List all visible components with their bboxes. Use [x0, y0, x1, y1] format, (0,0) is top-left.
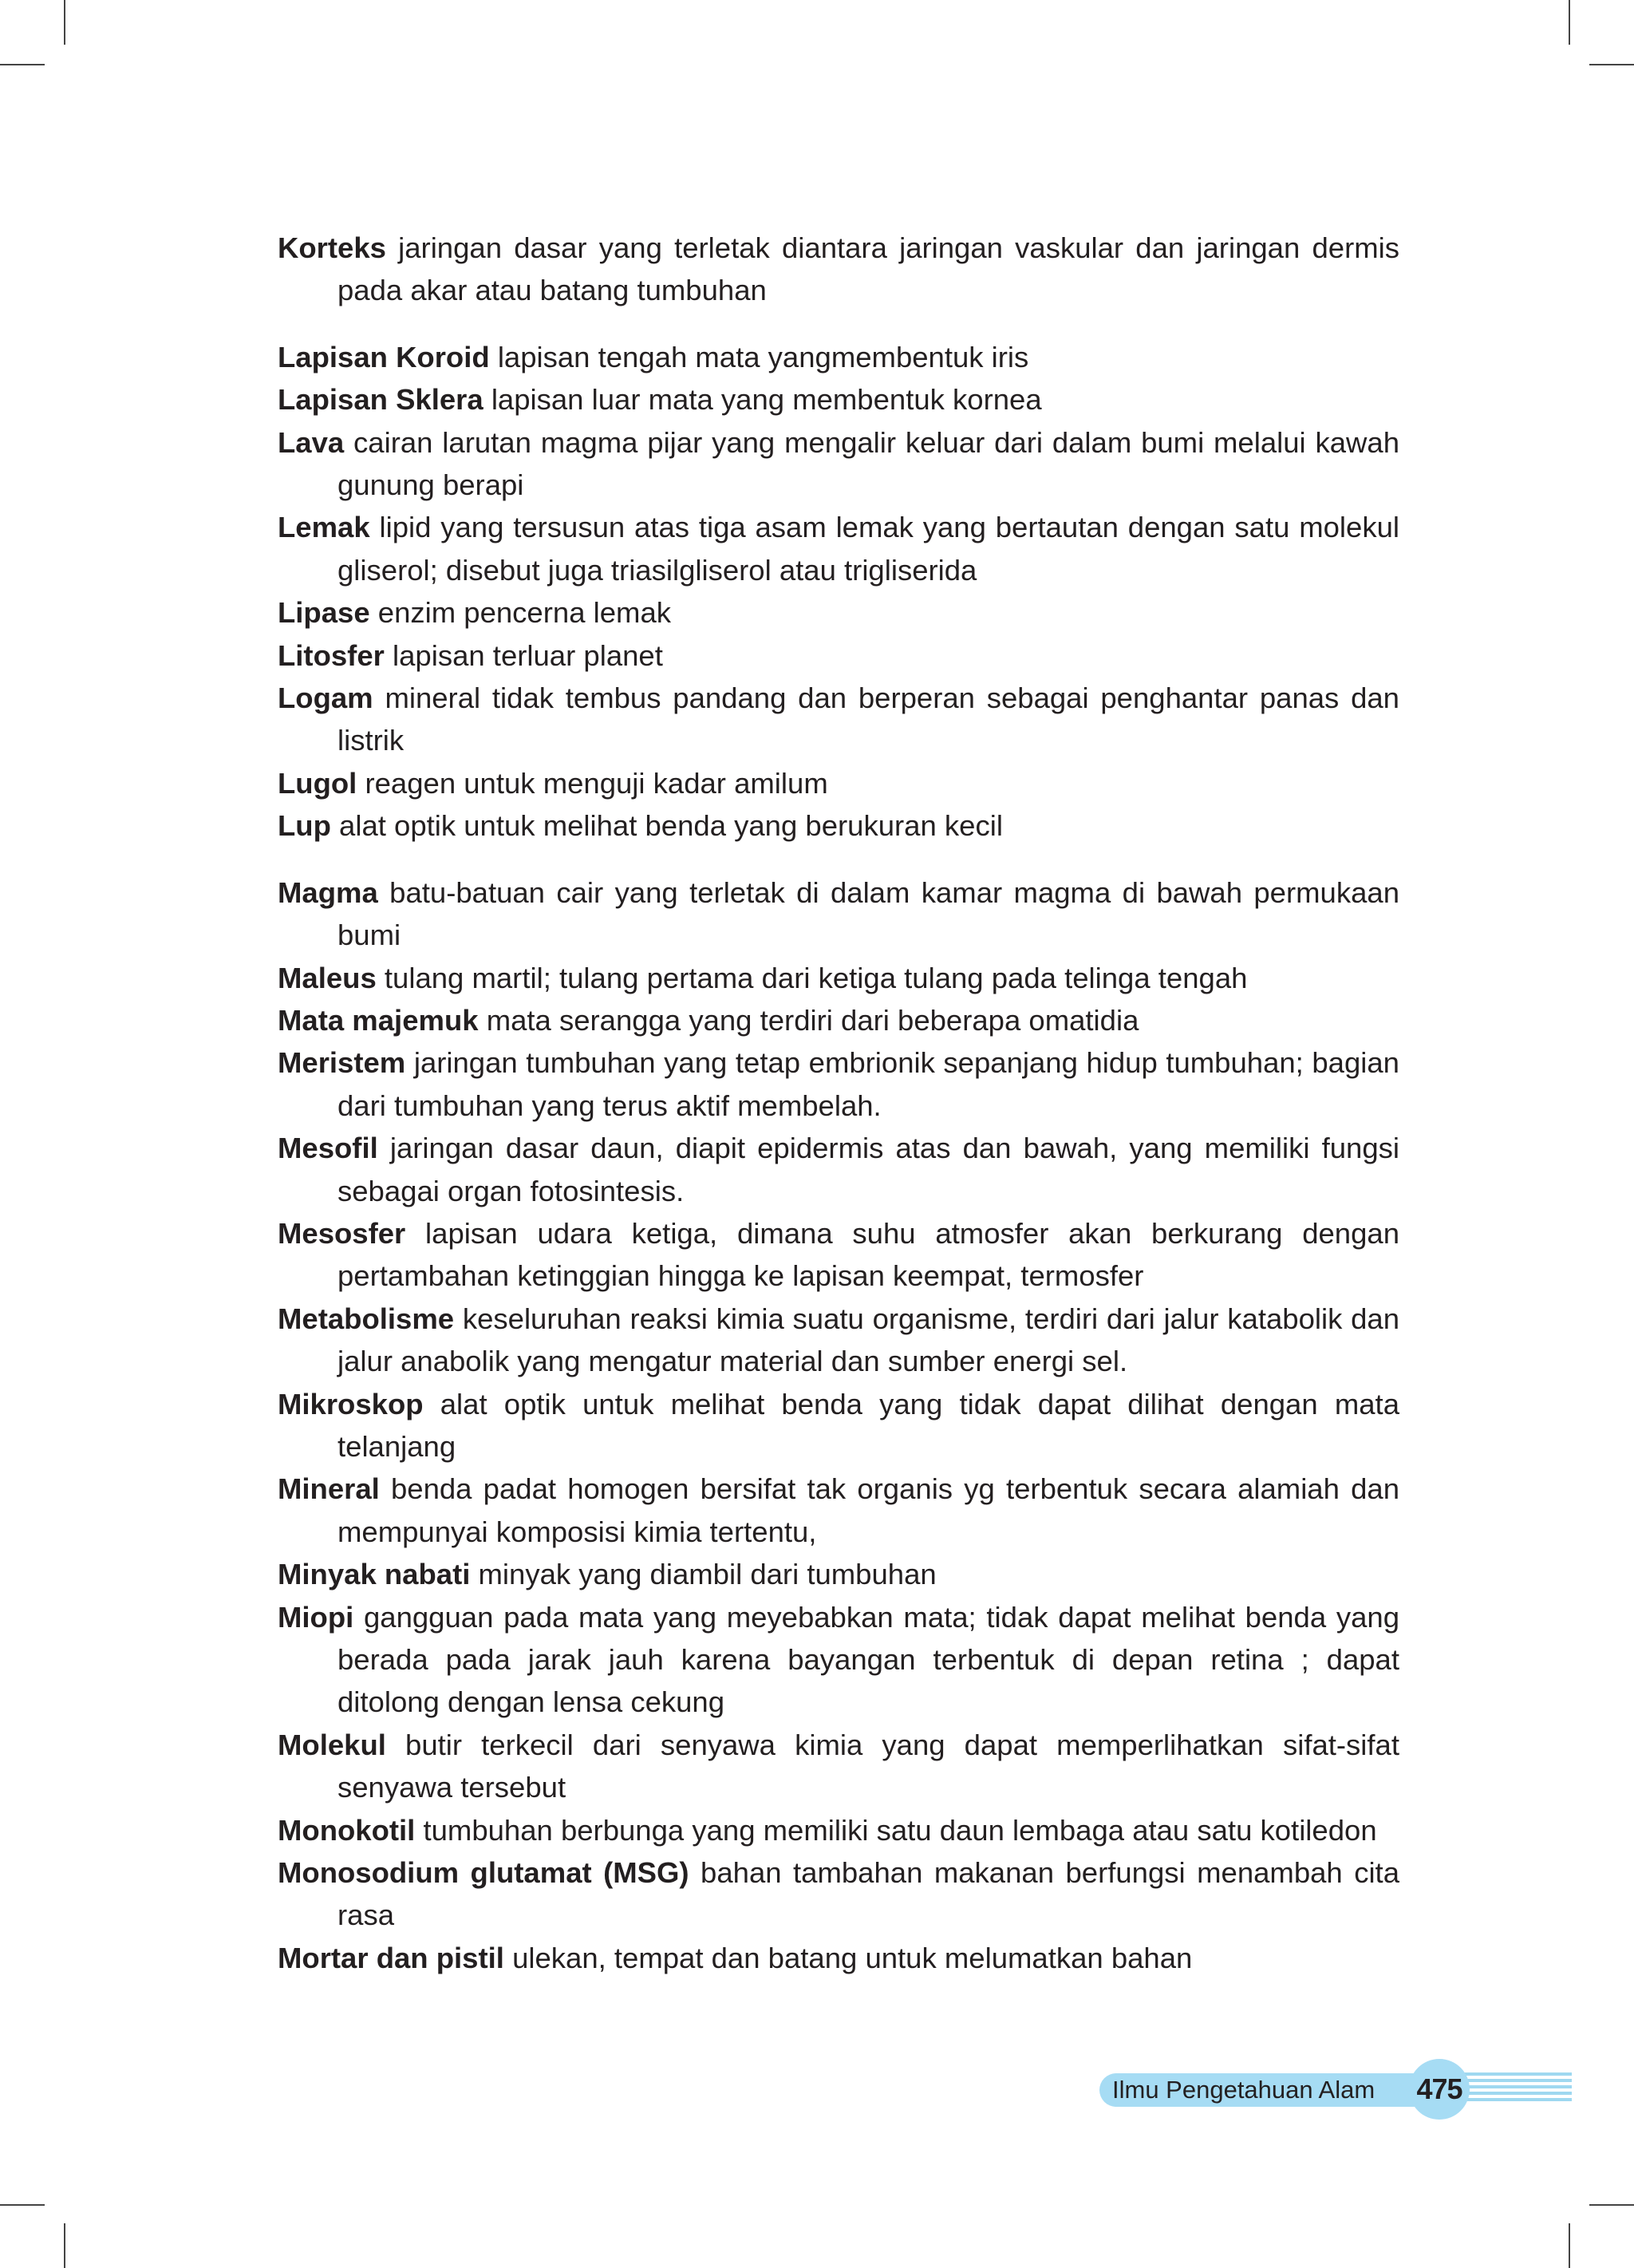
glossary-term: Lemak: [278, 511, 370, 544]
glossary-definition: butir terkecil dari senyawa kimia yang dapat memperlihatkan sifat-sifat senyawa tersebut: [337, 1728, 1399, 1804]
glossary-entry: [278, 999, 1399, 1041]
glossary-definition: alat optik untuk melihat benda yang berukuran kecil: [330, 809, 1003, 843]
glossary-term: Lapisan Sklera: [278, 383, 483, 417]
glossary-term: Minyak nabati: [278, 1558, 471, 1591]
glossary-entry: [278, 1212, 1399, 1298]
crop-mark: [1569, 2223, 1570, 2268]
glossary-entry: [278, 1041, 1399, 1127]
glossary-entry: [278, 1937, 1399, 1979]
glossary-term: Litosfer: [278, 638, 385, 672]
glossary-entry: [278, 1724, 1399, 1809]
glossary-definition: lipid yang tersusun atas tiga asam lemak yang bertautan dengan satu molekul gliserol; disebut juga triasilgliserol atau trigliserida: [337, 511, 1399, 587]
glossary-definition: cairan larutan magma pijar yang mengalir keluar dari dalam bumi melalui kawah gunung berapi: [337, 425, 1399, 502]
glossary-term: Monosodium glutamat (MSG): [278, 1856, 689, 1890]
footer-subject: Ilmu Pengetahuan Alam: [1112, 2076, 1375, 2104]
glossary-definition: tumbuhan berbunga yang memiliki satu daun lembaga atau satu kotiledon: [415, 1813, 1377, 1847]
glossary-entry: [278, 957, 1399, 999]
glossary-term: Monokotil: [278, 1813, 416, 1847]
glossary-entry: [278, 591, 1399, 634]
glossary-entry: [278, 1127, 1399, 1212]
glossary-term: Logam: [278, 682, 373, 715]
glossary-definition: tulang martil; tulang pertama dari ketiga tulang pada telinga tengah: [376, 961, 1248, 994]
crop-mark: [64, 0, 65, 45]
glossary-term: Metabolisme: [278, 1302, 455, 1335]
glossary-term: Miopi: [278, 1600, 354, 1634]
glossary-entry: [278, 677, 1399, 762]
glossary-term: Magma: [278, 875, 378, 909]
glossary-definition: jaringan dasar daun, diapit epidermis atas dan bawah, yang memiliki fungsi sebagai organ fotosintesis.: [337, 1132, 1399, 1207]
glossary-definition: lapisan tengah mata yangmembentuk iris: [489, 340, 1029, 373]
crop-mark: [1589, 2204, 1634, 2206]
glossary-entry: [278, 1298, 1399, 1383]
crop-mark: [0, 2204, 45, 2206]
glossary-definition: gangguan pada mata yang meyebabkan mata; tidak dapat melihat benda yang berada pada jarak jauh karena bayangan terbentuk di depan retina ; dapat ditolong dengan lensa cekung: [337, 1600, 1399, 1719]
glossary-term: Lugol: [278, 766, 357, 800]
glossary-entry: [278, 762, 1399, 804]
glossary-definition: mineral tidak tembus pandang dan berperan sebagai penghantar panas dan listrik: [337, 682, 1399, 757]
glossary-term: Molekul: [278, 1728, 386, 1761]
glossary-definition: ulekan, tempat dan batang untuk melumatkan bahan: [503, 1941, 1193, 1974]
glossary-term: Mesofil: [278, 1132, 378, 1165]
glossary-term: Lup: [278, 809, 331, 843]
glossary-term: Mortar dan pistil: [278, 1941, 504, 1974]
glossary-definition: bahan tambahan makanan berfungsi menambah cita rasa: [337, 1856, 1399, 1932]
crop-mark: [0, 64, 45, 65]
glossary-term: Mata majemuk: [278, 1003, 479, 1037]
glossary-definition: reagen untuk menguji kadar amilum: [357, 766, 828, 800]
glossary-term: Mikroskop: [278, 1387, 424, 1420]
glossary-entry: [278, 336, 1399, 378]
glossary-definition: lapisan luar mata yang membentuk kornea: [483, 383, 1042, 417]
glossary-definition: batu-batuan cair yang terletak di dalam kamar magma di bawah permukaan bumi: [337, 875, 1399, 952]
glossary-term: Lapisan Koroid: [278, 340, 490, 373]
crop-mark: [1589, 64, 1634, 65]
glossary-entry: [278, 1383, 1399, 1468]
glossary-definition: jaringan tumbuhan yang tetap embrionik sepanjang hidup tumbuhan; bagian dari tumbuhan yang terus aktif membelah.: [337, 1046, 1399, 1122]
glossary-term: Mesosfer: [278, 1216, 406, 1250]
glossary-definition: minyak yang diambil dari tumbuhan: [470, 1558, 937, 1591]
glossary-term: Lipase: [278, 596, 370, 630]
glossary-entry: [278, 804, 1399, 847]
glossary-definition: enzim pencerna lemak: [369, 596, 671, 630]
glossary-entry: [278, 1468, 1399, 1553]
glossary-entry: [278, 1851, 1399, 1937]
crop-mark: [1569, 0, 1570, 45]
glossary-entry: [278, 1553, 1399, 1595]
glossary-term: Korteks: [278, 231, 386, 264]
glossary-definition: alat optik untuk melihat benda yang tidak dapat dilihat dengan mata telanjang: [337, 1387, 1399, 1463]
page-number: 475: [1416, 2072, 1462, 2105]
glossary-definition: keseluruhan reaksi kimia suatu organisme, terdiri dari jalur katabolik dan jalur anabolik yang mengatur material dan sumber energi sel.: [337, 1302, 1399, 1378]
glossary-definition: lapisan terluar planet: [384, 638, 663, 672]
glossary-entry: [278, 506, 1399, 591]
glossary-list: [278, 227, 1399, 1979]
glossary-term: Lava: [278, 425, 345, 459]
crop-mark: [64, 2223, 65, 2268]
glossary-entry: [278, 421, 1399, 507]
glossary-definition: benda padat homogen bersifat tak organis yg terbentuk secara alamiah dan mempunyai komposisi kimia tertentu,: [337, 1472, 1399, 1548]
glossary-term: Meristem: [278, 1046, 406, 1080]
glossary-entry: [278, 871, 1399, 957]
glossary-definition: lapisan udara ketiga, dimana suhu atmosfer akan berkurang dengan pertambahan ketinggian hingga ke lapisan keempat, termosfer: [337, 1216, 1399, 1293]
glossary-entry: [278, 1809, 1399, 1851]
glossary-term: Mineral: [278, 1472, 380, 1506]
glossary-definition: mata serangga yang terdiri dari beberapa omatidia: [478, 1003, 1139, 1037]
glossary-entry: [278, 227, 1399, 312]
glossary-entry: [278, 378, 1399, 421]
glossary-entry: [278, 1596, 1399, 1724]
glossary-entry: [278, 634, 1399, 677]
glossary-term: Maleus: [278, 961, 377, 994]
glossary-definition: jaringan dasar yang terletak diantara jaringan vaskular dan jaringan dermis pada akar atau batang tumbuhan: [337, 231, 1399, 307]
